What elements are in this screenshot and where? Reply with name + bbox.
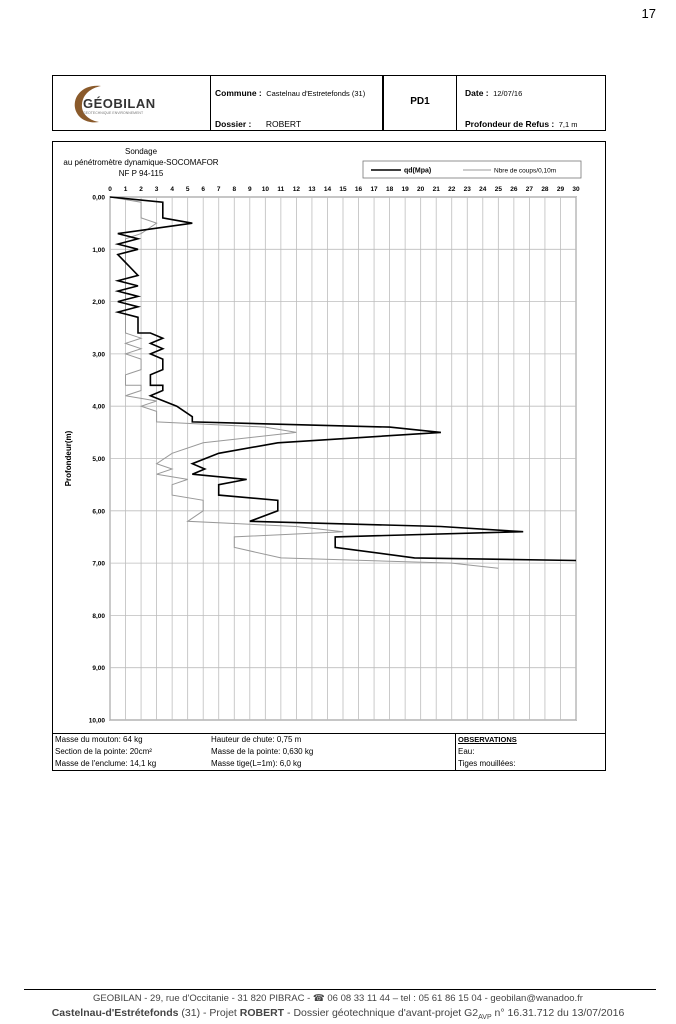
x-tick-label: 19 xyxy=(401,186,409,193)
params-col2 xyxy=(209,734,455,770)
y-tick-label: 0,00 xyxy=(92,194,105,202)
footer-commune: Castelnau-d'Estrétefonds xyxy=(51,1007,179,1019)
y-tick-label: 3,00 xyxy=(92,351,105,359)
chart-title-line3: NF P 94-115 xyxy=(118,169,164,178)
page-number: 17 xyxy=(641,6,656,21)
x-tick-label: 11 xyxy=(277,186,285,193)
x-tick-label: 17 xyxy=(370,186,378,193)
dossier-value: ROBERT xyxy=(265,119,302,129)
chart-frame xyxy=(52,141,606,771)
y-tick-label: 4,00 xyxy=(92,403,105,411)
x-tick-label: 23 xyxy=(463,186,471,193)
y-tick-label: 8,00 xyxy=(92,612,105,620)
sondage-id: PD1 xyxy=(410,96,430,107)
x-tick-label: 0 xyxy=(108,186,112,193)
observations-col xyxy=(455,734,605,770)
project-footer xyxy=(0,1007,676,1021)
x-tick-label: 16 xyxy=(354,186,363,193)
x-tick-label: 3 xyxy=(154,186,159,193)
x-tick-label: 2 xyxy=(139,186,143,193)
y-tick-label: 7,00 xyxy=(92,560,105,568)
x-tick-label: 29 xyxy=(556,186,565,193)
legend-coups-label: Nbre de coups/0,10m xyxy=(494,167,557,175)
x-tick-label: 28 xyxy=(541,186,549,193)
x-tick-label: 14 xyxy=(323,186,332,193)
x-tick-label: 24 xyxy=(479,186,487,193)
x-tick-label: 20 xyxy=(417,186,425,193)
x-tick-label: 4 xyxy=(170,186,174,193)
masse-pointe: Masse de la pointe: 0,630 kg xyxy=(211,747,314,756)
footer-number: n° 16.31.712 du 13/07/2016 xyxy=(491,1007,625,1019)
footer-rule xyxy=(24,989,656,990)
logo-text: GÉOBILAN xyxy=(83,96,156,111)
x-tick-label: 10 xyxy=(261,186,269,193)
date-value: 12/07/16 xyxy=(493,89,523,98)
footer-avp: AVP xyxy=(478,1014,492,1022)
x-tick-label: 27 xyxy=(525,186,534,193)
masse-enclume: Masse de l'enclume: 14,1 kg xyxy=(55,759,157,768)
x-tick-label: 22 xyxy=(448,186,456,193)
legend-qd-label: qd(Mpa) xyxy=(404,167,432,175)
logo-subtext: GEOTECHNIQUE ENVIRONNEMENT xyxy=(83,111,144,115)
date-cell xyxy=(457,76,607,130)
penetrometer-chart xyxy=(53,142,605,732)
x-tick-label: 26 xyxy=(510,186,518,193)
y-tick-label: 9,00 xyxy=(92,665,105,673)
y-tick-label: 5,00 xyxy=(92,456,105,463)
commune-cell xyxy=(211,76,383,130)
x-tick-label: 30 xyxy=(572,186,580,193)
hauteur-chute: Hauteur de chute: 0,75 m xyxy=(211,735,302,744)
company-footer: GEOBILAN - 29, rue d'Occitanie - 31 820 PIBRAC - ☎ 06 08 33 11 44 – tel : 05 61 86 15 04 - geobilan@wanadoo.fr xyxy=(93,993,583,1004)
tiges-label: Tiges mouillées: xyxy=(458,759,516,768)
x-tick-label: 7 xyxy=(216,186,221,193)
eau-label: Eau: xyxy=(458,747,475,756)
refus-value: 7,1 m xyxy=(558,120,578,129)
footer-projet-name: ROBERT xyxy=(239,1007,285,1019)
footer-projet-label: (31) - Projet xyxy=(178,1007,240,1019)
sondage-id-cell xyxy=(383,76,457,130)
x-tick-label: 13 xyxy=(308,186,316,193)
section-pointe: Section de la pointe: 20cm² xyxy=(55,747,152,756)
y-axis-label: Profondeur(m) xyxy=(64,430,73,487)
y-tick-label: 6,00 xyxy=(92,508,105,516)
parameters-table xyxy=(52,733,606,771)
x-tick-label: 25 xyxy=(494,186,502,193)
header-table xyxy=(52,75,606,131)
y-tick-label: 1,00 xyxy=(92,246,105,254)
logo-cell xyxy=(53,76,211,130)
observations-label: OBSERVATIONS xyxy=(458,735,517,744)
x-tick-label: 15 xyxy=(339,186,347,193)
x-tick-label: 6 xyxy=(201,186,206,193)
commune-value: Castelnau d'Estretefonds (31) xyxy=(266,89,366,98)
dossier-label: Dossier : xyxy=(215,119,252,129)
y-tick-label: 10,00 xyxy=(88,717,105,725)
masse-mouton: Masse du mouton: 64 kg xyxy=(55,735,143,744)
y-tick-label: 2,00 xyxy=(92,299,105,307)
params-col1 xyxy=(53,734,209,770)
x-tick-label: 8 xyxy=(232,186,237,193)
chart-title-line1: Sondage xyxy=(124,147,158,156)
chart-title-line2: au pénétromètre dynamique-SOCOMAFOR xyxy=(63,158,219,167)
x-tick-label: 5 xyxy=(185,186,190,193)
x-tick-label: 21 xyxy=(432,186,440,193)
x-tick-label: 9 xyxy=(247,186,252,193)
commune-label: Commune : xyxy=(215,88,262,98)
footer-dossier: - Dossier géotechnique d'avant-projet G2 xyxy=(284,1007,479,1019)
x-tick-label: 1 xyxy=(123,186,128,193)
x-tick-label: 18 xyxy=(385,186,394,193)
x-tick-label: 12 xyxy=(292,186,301,193)
date-label: Date : xyxy=(465,88,489,98)
refus-label: Profondeur de Refus : xyxy=(465,119,555,129)
masse-tige: Masse tige(L=1m): 6,0 kg xyxy=(211,759,302,768)
